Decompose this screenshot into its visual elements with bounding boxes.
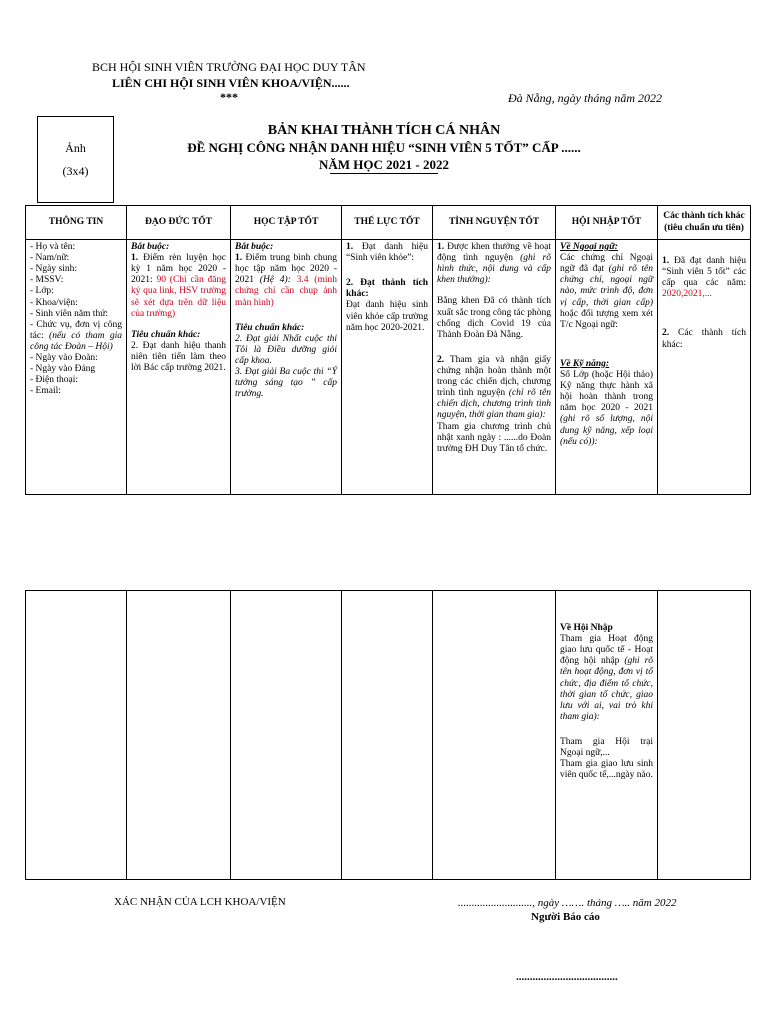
other-num-2: 2. — [662, 328, 670, 339]
continuation-table — [25, 590, 751, 880]
skills-text-1: Sổ Lớp (hoặc Hội thảo) Kỹ năng thực hành xã hội hoàn thành trong năm học 2020 - 2021 — [560, 369, 653, 414]
language-note: (ghi rõ tên chứng chỉ, ngoại ngữ nào, mức trình độ, đơn vị cấp, thời gian cấp) — [560, 264, 653, 308]
report-date: ..........................., ngày ……. tháng ….. năm 2022 — [458, 897, 677, 909]
fitness-cell — [342, 240, 433, 495]
other-criterion-2 — [662, 328, 746, 350]
language-text — [560, 253, 653, 331]
info-name: - Họ và tên: — [30, 242, 76, 252]
info-mssv: - MSSV: — [30, 275, 64, 286]
col-header-ethics: ĐẠO ĐỨC TỐT — [127, 206, 231, 240]
integration-text — [560, 634, 653, 723]
faculty-confirmation: XÁC NHẬN CỦA LCH KHOA/VIỆN — [114, 896, 286, 908]
info-year: - Sinh viên năm thứ: — [30, 308, 108, 319]
empty-cell — [658, 591, 751, 880]
other-years: 2020,2021,... — [662, 289, 712, 300]
ethics-cell — [127, 240, 231, 495]
col-header-study: HỌC TẬP TỐT — [231, 206, 342, 240]
language-heading: Về Ngoại ngữ: — [560, 242, 618, 252]
col-header-volunteer: TÌNH NGUYỆN TỐT — [433, 206, 556, 240]
info-cell — [26, 240, 127, 495]
info-email: - Email: — [30, 386, 61, 397]
integration-text-2: Tham gia Hội trại Ngoại ngữ,... — [560, 736, 653, 759]
ethics-num-1: 1. — [131, 253, 139, 264]
info-class: - Lớp: — [30, 286, 54, 297]
volunteer-text-1: Được khen thưởng về hoạt động tình nguyện — [437, 242, 551, 264]
ethics-criterion-1 — [131, 253, 226, 320]
fitness-num-1: 1. — [346, 242, 354, 252]
signature-line: ..................................... — [516, 971, 618, 983]
integration-cell-2 — [556, 591, 658, 880]
study-num-1: 1. — [235, 253, 243, 264]
reporter-label: Người Báo cáo — [531, 911, 600, 923]
skills-text — [560, 370, 653, 448]
fitness-criterion-2: 2. Đạt thành tích khác: — [346, 278, 428, 300]
study-text-1: Điểm trung bình chung học tập năm học 2020 - 2021 — [235, 253, 338, 286]
empty-cell — [127, 591, 231, 880]
volunteer-criterion-2 — [437, 355, 551, 422]
fitness-text-1: Đạt danh hiệu “Sinh viên khỏe”: — [346, 242, 428, 264]
skills-note: (ghi rõ số lượng, nội dung kỹ năng, xếp loại (nếu có)): — [560, 414, 653, 447]
study-scale: (Hệ 4): — [259, 275, 291, 286]
other-text-2: Các thành tích khác: — [662, 328, 747, 350]
info-position-note: (nếu có tham gia công tác Đoàn – Hội) — [30, 330, 122, 352]
ethics-required-label: Bắt buộc: — [131, 242, 170, 252]
language-text-2: hoặc đối tượng xem xét T/c Ngoại ngữ: — [560, 308, 653, 330]
org-line-2: LIÊN CHI HỘI SINH VIÊN KHOA/VIỆN...... — [112, 76, 350, 90]
info-faculty: - Khoa/viện: — [30, 297, 78, 308]
integration-text-1: Tham gia Hoạt động giao lưu quốc tế - Hoạt động hội nhập — [560, 634, 653, 667]
info-doan: - Ngày vào Đoàn: — [30, 353, 98, 364]
integration-heading: Về Hội Nhập — [560, 623, 613, 633]
study-other-label: Tiêu chuẩn khác: — [235, 322, 305, 333]
study-criterion-3: 3. Đạt giải Ba cuộc thi “Ý tưởng sáng tạo ” cấp trường. — [235, 367, 337, 400]
col-header-info: THÔNG TIN — [26, 206, 127, 240]
ethics-score: 90 (Chỉ cần đăng ký qua link, HSV trường sẽ xét dựa trên dữ liệu của trường) — [131, 275, 226, 319]
other-num-1: 1. — [662, 256, 670, 266]
skills-heading: Về Kỹ năng: — [560, 358, 610, 369]
other-text-1: Đã đạt danh hiệu “Sinh viên 5 tốt” các cấp qua các năm: — [662, 256, 746, 289]
table-row — [26, 591, 751, 880]
table-header-row — [26, 206, 751, 240]
study-criterion-2: 2. Đạt giải Nhất cuộc thi Tôi là Điều dưỡng giỏi cấp khoa. — [235, 333, 337, 366]
study-gpa: 3.4 (minh chứng chỉ cần chụp ảnh màn hình) — [235, 275, 337, 308]
form-subtitle: ĐỀ NGHỊ CÔNG NHẬN DANH HIỆU “SINH VIÊN 5 TỐT” CẤP ...... — [187, 140, 581, 155]
study-criterion-1 — [235, 253, 337, 309]
volunteer-num-2: 2. — [437, 354, 445, 365]
stars-divider: *** — [220, 90, 238, 104]
empty-cell — [26, 591, 127, 880]
empty-cell — [231, 591, 342, 880]
language-text-1: Các chứng chỉ Ngoại ngữ đã đạt — [560, 253, 653, 275]
volunteer-num-1: 1. — [437, 242, 445, 252]
info-dang: - Ngày vào Đảng — [30, 364, 96, 375]
info-phone: - Điện thoại: — [30, 375, 79, 386]
school-year: NĂM HỌC 2021 - 2022 — [319, 157, 449, 172]
achievement-table — [25, 205, 751, 495]
org-line-1: BCH HỘI SINH VIÊN TRƯỜNG ĐẠI HỌC DUY TÂN — [92, 60, 366, 74]
integration-cell — [556, 240, 658, 495]
ethics-text-1: Điểm rèn luyện học kỳ 1 năm học 2020 - 2021: — [131, 253, 226, 286]
volunteer-text-2: Tham gia và nhận giấy chứng nhận hoàn thành một trong các chiến dịch, chương trình tình nguyện — [437, 354, 551, 399]
place-date: Đà Nẵng, ngày tháng năm 2022 — [508, 91, 662, 105]
form-title: BẢN KHAI THÀNH TÍCH CÁ NHÂN — [267, 123, 501, 138]
empty-cell — [342, 591, 433, 880]
info-gender: - Nam/nữ: — [30, 253, 70, 264]
integration-note: (ghi rõ tên hoạt động, đơn vị tổ chức, địa điểm tổ chức, thời gian tổ chức, giao lưu với ai, vai trò khi tham gia): — [560, 656, 654, 722]
col-header-integration: HỘI NHẬP TỐT — [556, 206, 658, 240]
ethics-criterion-2: 2. Đạt danh hiệu thanh niên tiên tiến làm theo lời Bác cấp trường 2021. — [131, 340, 226, 374]
photo-size: (3x4) — [62, 164, 89, 178]
info-position-label: - Chức vụ, đơn vị công tác: — [30, 319, 122, 341]
photo-label: Ảnh — [65, 141, 86, 155]
empty-cell — [433, 591, 556, 880]
integration-text-3: Tham gia giao lưu sinh viên quốc tế,...ngày nào. — [560, 759, 653, 781]
col-header-other: Các thành tích khác (tiêu chuẩn ưu tiên) — [658, 206, 751, 240]
title-underline — [330, 173, 438, 174]
table-row — [26, 240, 751, 495]
volunteer-detail-2: Tham gia chương trình chủ nhật xanh ngày : ......do Đoàn trường ĐH Duy Tân tổ chức. — [437, 421, 551, 454]
col-header-fitness: THỂ LỰC TỐT — [342, 206, 433, 240]
volunteer-note-2: (chỉ rõ tên chiến dịch, chương trình tình nguyện, thời gian tham gia): — [437, 388, 551, 421]
study-required-label: Bắt buộc: — [235, 242, 274, 252]
info-position — [30, 320, 122, 353]
volunteer-detail-1: Bằng khen Đã có thành tích xuất sắc trong công tác phòng chống dịch Covid 19 của Thành Đoàn Đà Nẵng. — [437, 296, 551, 340]
volunteer-note-1: (ghi rõ hình thức, nội dung và cấp khen thưởng): — [437, 253, 551, 286]
other-cell — [658, 240, 751, 495]
ethics-other-label: Tiêu chuẩn khác: — [131, 329, 201, 340]
fitness-text-2: Đạt danh hiệu sinh viên khỏe cấp trường năm học 2020-2021. — [346, 300, 428, 333]
volunteer-criterion-1 — [437, 242, 551, 286]
info-dob: - Ngày sinh: — [30, 264, 77, 275]
other-criterion-1 — [662, 256, 746, 300]
volunteer-cell — [433, 240, 556, 495]
fitness-criterion-1 — [346, 242, 428, 264]
study-cell — [231, 240, 342, 495]
